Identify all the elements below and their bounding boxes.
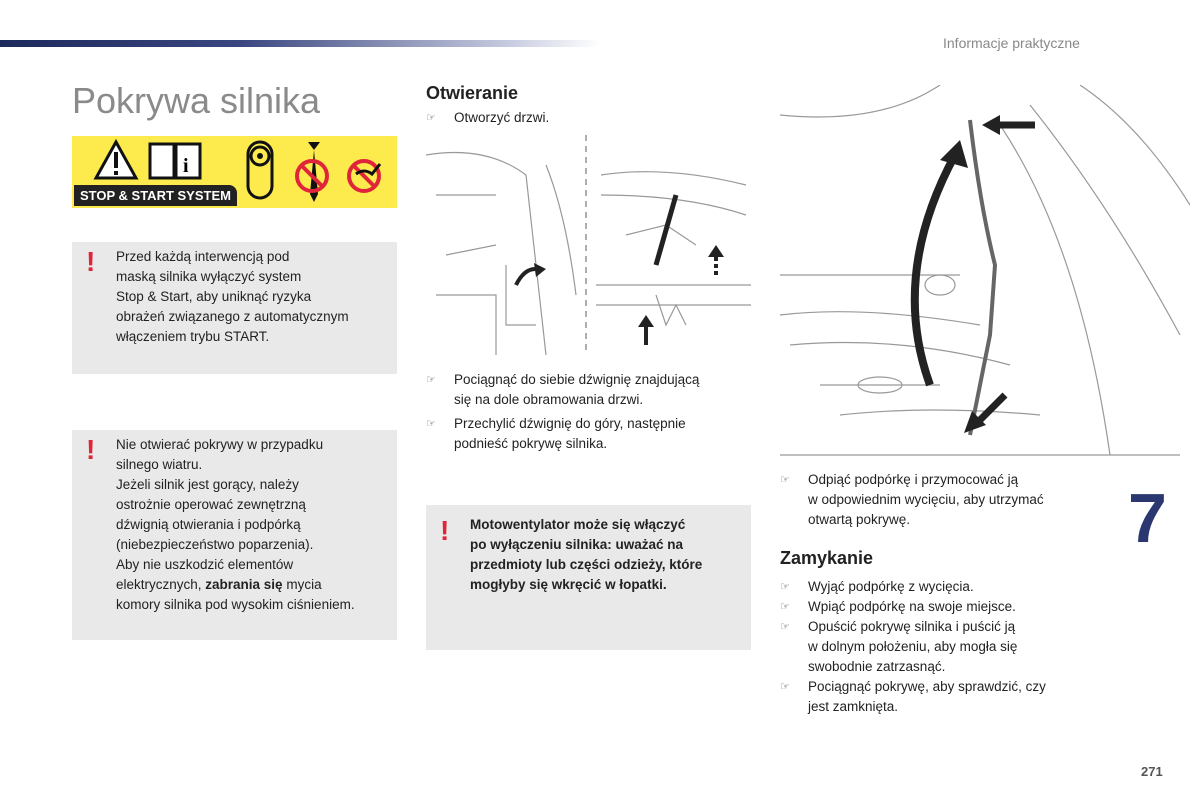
text-line: swobodnie zatrzasnąć. xyxy=(808,659,946,674)
step-text: Otworzyć drzwi. xyxy=(454,110,550,125)
list-item xyxy=(780,677,1110,717)
stop-start-text: STOP & START SYSTEM xyxy=(74,185,237,206)
text-line: w odpowiednim wycięciu, aby utrzymać xyxy=(808,492,1044,507)
list-item xyxy=(780,597,1110,617)
list-item xyxy=(780,577,1110,597)
prop-rod-illustration xyxy=(780,85,1190,460)
closing-section xyxy=(780,548,1110,717)
text-line: podnieść pokrywę silnika. xyxy=(454,436,608,451)
list-item xyxy=(780,470,1110,530)
warning-icon: ! xyxy=(440,515,450,546)
opening-heading: Otwieranie xyxy=(426,83,519,103)
list-item xyxy=(426,370,756,410)
text-line: silnego wiatru. xyxy=(116,457,203,472)
header-bar xyxy=(0,40,600,47)
no-tie-icon xyxy=(297,142,327,202)
bullet-icon: ☞ xyxy=(780,581,790,593)
text-line: po wyłączeniu silnika: uważać na xyxy=(470,537,684,552)
text-line xyxy=(116,575,355,595)
page-title: Pokrywa silnika xyxy=(72,80,321,121)
text-line: się na dole obramowania drzwi. xyxy=(454,392,644,407)
text-line: przedmioty lub części odzieży, które xyxy=(470,557,703,572)
warning-icon: ! xyxy=(86,434,96,465)
text-line: Motowentylator może się włączyć xyxy=(470,517,686,532)
fan-belt-icon xyxy=(248,142,272,198)
text-line: Wyjąć podpórkę z wycięcia. xyxy=(808,579,974,594)
section-title: Informacje praktyczne xyxy=(943,35,1080,51)
warning-triangle-icon xyxy=(96,142,136,178)
text-line: włączeniem trybu START. xyxy=(116,329,270,344)
text-line: Pociągnąć pokrywę, aby sprawdzić, czy xyxy=(808,679,1046,694)
text-line: ostrożnie operować zewnętrzną xyxy=(116,497,306,512)
warning-icon: ! xyxy=(86,246,96,277)
text-line: Przechylić dźwignię do góry, następnie xyxy=(454,416,686,431)
bullet-icon: ☞ xyxy=(780,621,790,633)
text-line: maską silnika wyłączyć system xyxy=(116,269,302,284)
text-line: Wpiąć podpórkę na swoje miejsce. xyxy=(808,599,1016,614)
text-line: obrażeń związanego z automatycznym xyxy=(116,309,349,324)
text-span: mycia xyxy=(282,577,322,592)
bullet-icon: ☞ xyxy=(780,681,790,693)
svg-text:i: i xyxy=(183,155,189,177)
opening-section xyxy=(426,83,549,128)
manual-info-icon xyxy=(150,144,200,178)
opening-steps xyxy=(426,370,756,454)
text-line: jest zamknięta. xyxy=(808,699,899,714)
text-line: Aby nie uszkodzić elementów xyxy=(116,557,294,572)
text-line: Odpiąć podpórkę i przymocować ją xyxy=(808,472,1019,487)
text-line: Stop & Start, aby uniknąć ryzyka xyxy=(116,289,312,304)
text-line: Pociągnąć do siebie dźwignię znajdującą xyxy=(454,372,700,387)
text-line: otwartą pokrywę. xyxy=(808,512,911,527)
text-line: Opuścić pokrywę silnika i puścić ją xyxy=(808,619,1016,634)
opening-illustration xyxy=(426,135,751,355)
bullet-icon: ☞ xyxy=(426,418,436,430)
list-item xyxy=(426,108,549,128)
prop-steps xyxy=(780,470,1110,530)
text-line: dźwignią otwierania i podpórką xyxy=(116,517,301,532)
page-number: 271 xyxy=(1141,764,1163,779)
warning-box-wind xyxy=(72,430,397,640)
no-hand-icon xyxy=(349,161,380,191)
warning-box-fan xyxy=(426,505,751,650)
text-line: Przed każdą interwencją pod xyxy=(116,249,290,264)
list-item xyxy=(780,617,1110,677)
text-line: komory silnika pod wysokim ciśnieniem. xyxy=(116,597,355,612)
text-line: w dolnym położeniu, aby mogła się xyxy=(808,639,1018,654)
bold-text: zabrania się xyxy=(205,577,283,592)
stop-start-label xyxy=(72,136,397,208)
text-line: Nie otwierać pokrywy w przypadku xyxy=(116,437,324,452)
text-line: (niebezpieczeństwo poparzenia). xyxy=(116,537,314,552)
text-line: Jeżeli silnik jest gorący, należy xyxy=(116,477,299,492)
bullet-icon: ☞ xyxy=(426,374,436,386)
text-line: mogłyby się wkręcić w łopatki. xyxy=(470,577,667,592)
chapter-number: 7 xyxy=(1128,479,1167,557)
warning-box-stop-start xyxy=(72,242,397,374)
closing-heading: Zamykanie xyxy=(780,548,874,568)
text-span: elektrycznych, xyxy=(116,577,206,592)
bullet-icon: ☞ xyxy=(780,474,790,486)
bullet-icon: ☞ xyxy=(426,112,436,124)
list-item xyxy=(426,414,756,454)
bullet-icon: ☞ xyxy=(780,601,790,613)
